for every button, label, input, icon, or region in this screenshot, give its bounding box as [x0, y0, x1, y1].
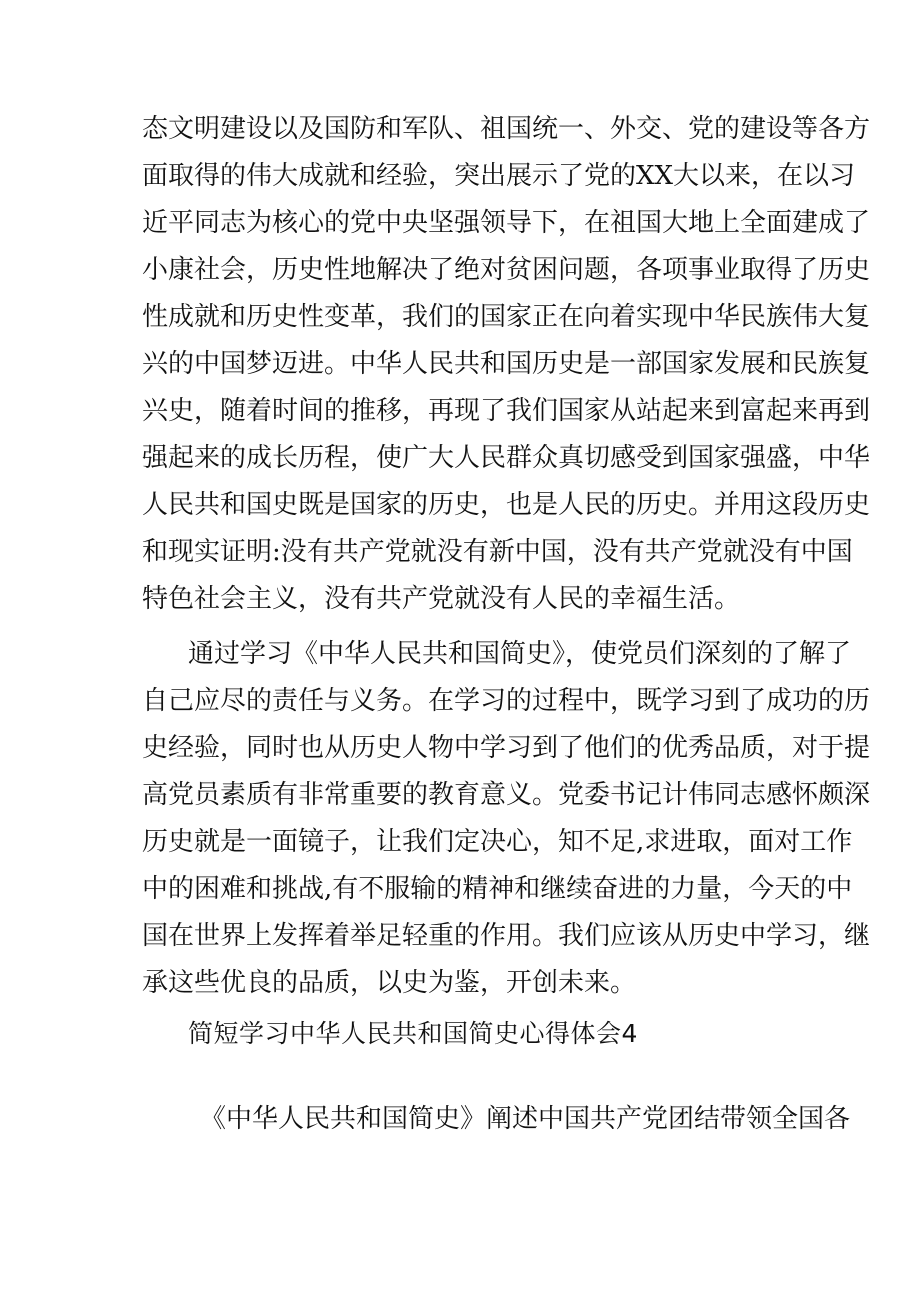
paragraph-line: 兴的中国梦迈进。中华人民共和国历史是一部国家发展和民族复 — [142, 349, 871, 379]
paragraph-line: 小康社会，历史性地解决了绝对贫困问题，各项事业取得了历史 — [142, 255, 871, 285]
paragraph-line: 兴史，随着时间的推移，再现了我们国家从站起来到富起来再到 — [142, 396, 871, 426]
paragraph-line: 高党员素质有非常重要的教育意义。党委书记计伟同志感怀颇深 — [142, 780, 871, 810]
paragraph-line: 历史就是一面镜子，让我们定决心，知不足,求进取，面对工作 — [142, 827, 853, 857]
paragraph-3 — [142, 1096, 851, 1143]
paragraph-line: 性成就和历史性变革，我们的国家正在向着实现中华民族伟大复 — [142, 302, 871, 332]
paragraph-line: 和现实证明:没有共产党就没有新中国，没有共产党就没有中国 — [142, 537, 853, 567]
paragraph-line: 强起来的成长历程，使广大人民群众真切感受到国家强盛，中华 — [142, 443, 871, 473]
paragraph-line: 史经验，同时也从历史人物中学习到了他们的优秀品质，对于提 — [142, 733, 871, 763]
paragraph-1 — [142, 106, 871, 623]
paragraph-line: 中的困难和挑战,有不服输的精神和继续奋进的力量，今天的中 — [142, 874, 853, 904]
paragraph-line: 特色社会主义，没有共产党就没有人民的幸福生活。 — [142, 584, 741, 614]
paragraph-line: 通过学习《中华人民共和国简史》，使党员们深刻的了解了 — [188, 639, 852, 669]
paragraph-2 — [142, 631, 871, 1007]
paragraph-line: 国在世界上发挥着举足轻重的作用。我们应该从历史中学习，继 — [142, 921, 871, 951]
paragraph-line: 态文明建设以及国防和军队、祖国统一、外交、党的建设等各方 — [142, 114, 871, 144]
paragraph-line: 近平同志为核心的党中央坚强领导下，在祖国大地上全面建成了 — [142, 208, 871, 238]
paragraph-line: 人民共和国史既是国家的历史，也是人民的历史。并用这段历史 — [142, 490, 871, 520]
section-heading-text: 简短学习中华人民共和国简史心得体会4 — [188, 1019, 638, 1048]
paragraph-line: 自己应尽的责任与义务。在学习的过程中，既学习到了成功的历 — [142, 686, 871, 716]
section-heading — [188, 1010, 788, 1057]
paragraph-line: 《中华人民共和国简史》阐述中国共产党团结带领全国各 — [200, 1104, 851, 1134]
paragraph-line: 面取得的伟大成就和经验，突出展示了党的XX大以来，在以习 — [142, 161, 856, 191]
paragraph-line: 承这些优良的品质，以史为鉴，开创未来。 — [142, 968, 637, 998]
